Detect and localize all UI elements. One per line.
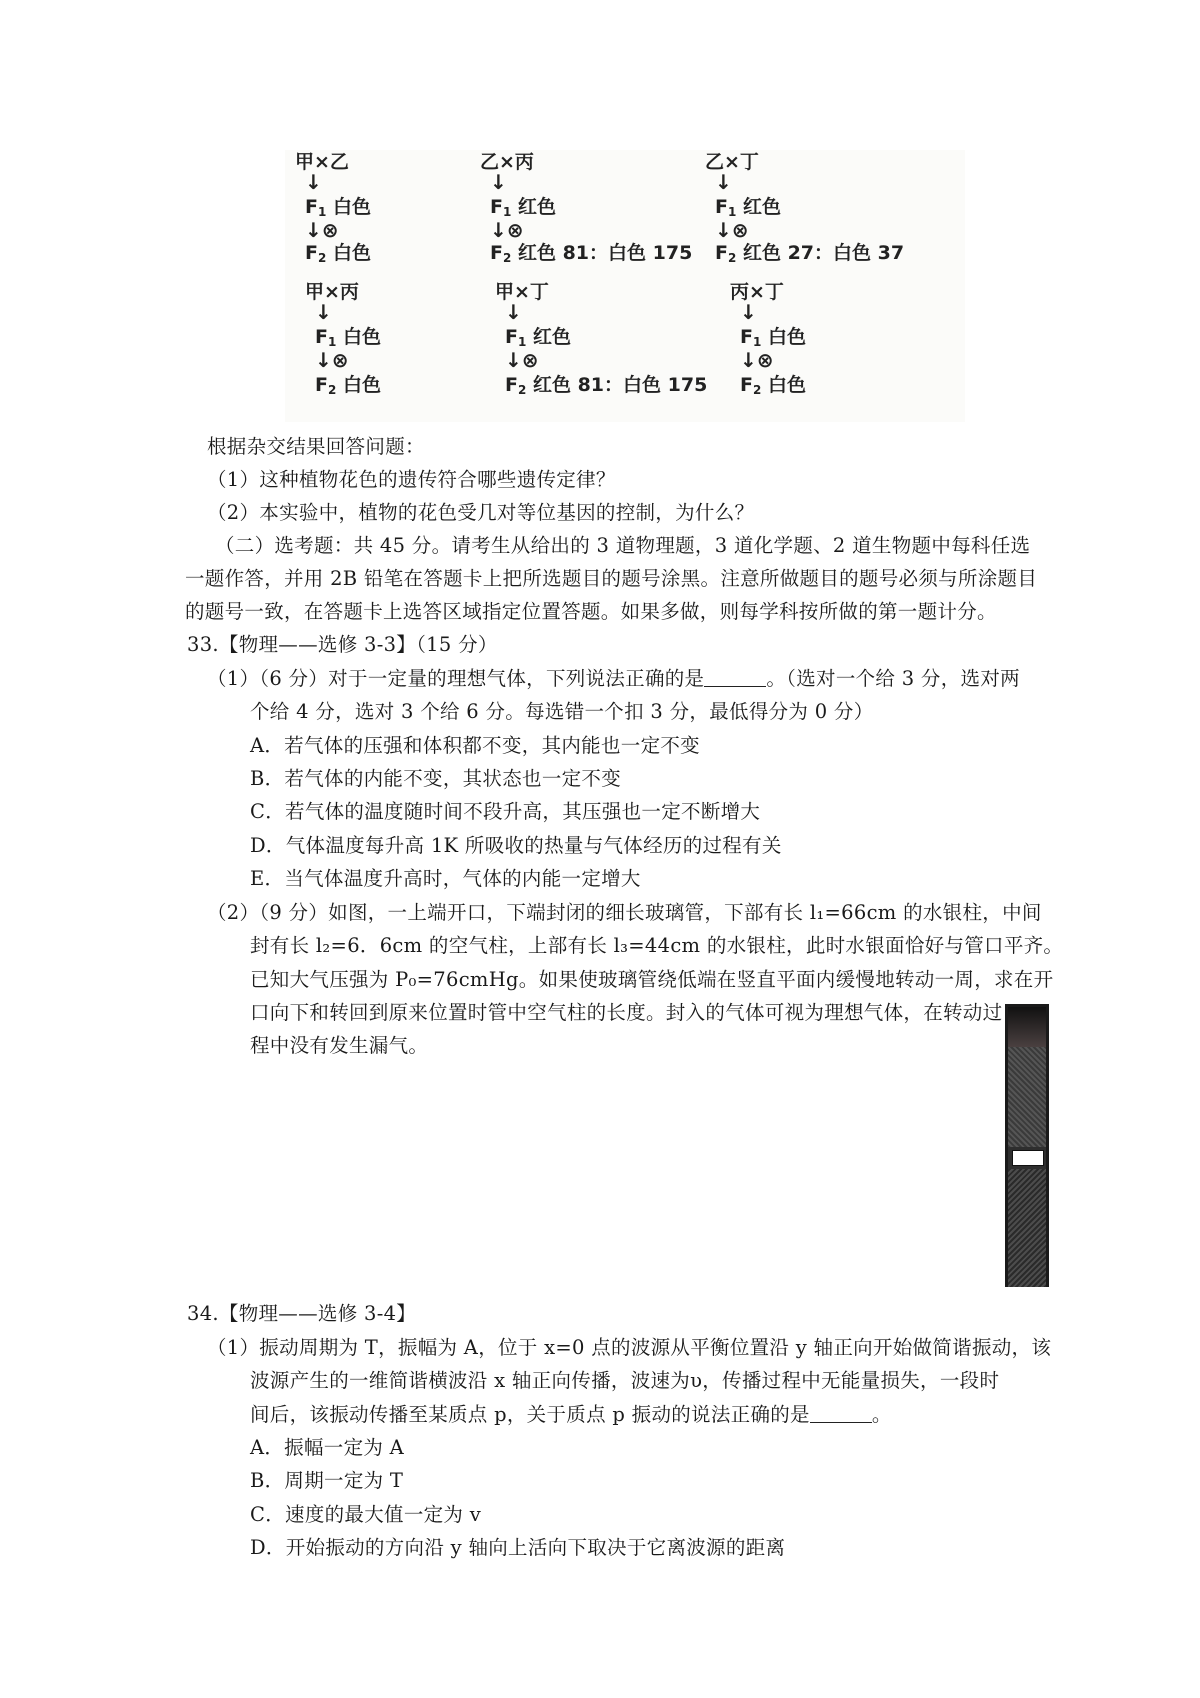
mercury-column-bottom <box>1008 1169 1046 1287</box>
f2-result: $F_2$ 白色 <box>740 374 806 397</box>
f1-result: $F_1$ 红色 <box>505 326 571 349</box>
q33-option-a: A．若气体的压强和体积都不变，其内能也一定不变 <box>250 734 700 757</box>
cross-diagram-figure <box>285 150 965 422</box>
cross-parents: 丙×丁 <box>730 281 784 303</box>
q33-part1-stem: （1）（6 分）对于一定量的理想气体，下列说法正确的是 。（选对一个给 3 分，选对两 <box>207 667 1020 690</box>
f2-result: $F_2$ 白色 <box>305 242 371 265</box>
f2-result: $F_2$ 红色 81：白色 175 <box>505 374 708 397</box>
mercury-column-top <box>1008 1047 1046 1147</box>
arrow-down-icon: ↓ <box>715 170 732 194</box>
elective-instructions-line: 一题作答，并用 2B 铅笔在答题卡上把所选题目的题号涂黑。注意所做题目的题号必须与所涂题目 <box>185 567 1038 590</box>
q34-option-d: D．开始振动的方向沿 y 轴向上活向下取决于它离波源的距离 <box>250 1536 786 1559</box>
arrow-down-icon: ↓ <box>305 170 322 194</box>
selfing-icon: ↓⊗ <box>315 348 349 372</box>
f2-result: $F_2$ 红色 27：白色 37 <box>715 242 905 265</box>
cross-parents: 甲×乙 <box>295 151 349 173</box>
arrow-down-icon: ↓ <box>740 300 757 324</box>
q34-part1-line: 波源产生的一维简谐横波沿 x 轴正向传播，波速为υ，传播过程中无能量损失，一段时 <box>250 1369 1000 1392</box>
bio-intro: 根据杂交结果回答问题： <box>207 435 425 458</box>
q34-title: 34.【物理——选修 3-4】 <box>187 1302 417 1325</box>
q34-part1-line: 间后，该振动传播至某质点 p，关于质点 p 振动的说法正确的是 。 <box>250 1403 892 1426</box>
f1-result: $F_1$ 白色 <box>740 326 806 349</box>
f2-result: $F_2$ 白色 <box>315 374 381 397</box>
cross-parents: 甲×丙 <box>305 281 359 303</box>
answer-blank <box>810 1406 872 1423</box>
f1-result: $F_1$ 红色 <box>490 196 556 219</box>
q33-part2-line: 口向下和转回到原来位置时管中空气柱的长度。封入的气体可视为理想气体，在转动过 <box>250 1001 1003 1024</box>
q33-title: 33.【物理——选修 3-3】（15 分） <box>187 633 498 656</box>
selfing-icon: ↓⊗ <box>715 218 749 242</box>
selfing-icon: ↓⊗ <box>505 348 539 372</box>
cross-parents: 甲×丁 <box>495 281 549 303</box>
f1-result: $F_1$ 红色 <box>715 196 781 219</box>
f1-result: $F_1$ 白色 <box>315 326 381 349</box>
q33-part1-scoring: 个给 4 分，选对 3 个给 6 分。每选错一个扣 3 分，最低得分为 0 分） <box>250 700 874 723</box>
bio-question-1: （1）这种植物花色的遗传符合哪些遗传定律？ <box>207 468 616 491</box>
q34-part1-line: （1）振动周期为 T，振幅为 A，位于 x=0 点的波源从平衡位置沿 y 轴正向开始做简谐振动，该 <box>207 1336 1052 1359</box>
elective-instructions-line: 的题号一致，在答题卡上选答区域指定位置答题。如果多做，则每学科按所做的第一题计分。 <box>185 600 997 623</box>
q33-option-c: C．若气体的温度随时间不段升高，其压强也一定不断增大 <box>250 800 761 823</box>
q33-part2-line: 已知大气压强为 P₀=76cmHg。如果使玻璃管绕低端在竖直平面内缓慢地转动一周，求在开 <box>250 968 1054 991</box>
arrow-down-icon: ↓ <box>315 300 332 324</box>
q33-part2-line: （2）（9 分）如图，一上端开口，下端封闭的细长玻璃管，下部有长 l₁=66cm 的水银柱，中间 <box>207 901 1042 924</box>
q34-option-c: C．速度的最大值一定为 v <box>250 1503 482 1526</box>
q33-option-d: D．气体温度每升高 1K 所吸收的热量与气体经历的过程有关 <box>250 834 782 857</box>
f2-result: $F_2$ 红色 81：白色 175 <box>490 242 693 265</box>
tube-opening <box>1008 1007 1046 1047</box>
glass-tube-figure <box>1005 1004 1049 1287</box>
q34-option-b: B．周期一定为 T <box>250 1469 404 1492</box>
bio-question-2: （2）本实验中，植物的花色受几对等位基因的控制，为什么？ <box>207 501 755 524</box>
q33-option-e: E．当气体温度升高时，气体的内能一定增大 <box>250 867 641 890</box>
selfing-icon: ↓⊗ <box>305 218 339 242</box>
arrow-down-icon: ↓ <box>505 300 522 324</box>
q34-option-a: A．振幅一定为 A <box>250 1436 405 1459</box>
air-column <box>1012 1150 1044 1166</box>
arrow-down-icon: ↓ <box>490 170 507 194</box>
answer-blank <box>704 670 766 687</box>
selfing-icon: ↓⊗ <box>740 348 774 372</box>
cross-parents: 乙×丁 <box>705 151 759 173</box>
cross-parents: 乙×丙 <box>480 151 534 173</box>
f1-result: $F_1$ 白色 <box>305 196 371 219</box>
q33-part2-line: 封有长 l₂=6．6cm 的空气柱，上部有长 l₃=44cm 的水银柱，此时水银面恰好与管口平齐。 <box>250 934 1064 957</box>
elective-instructions-line: （二）选考题：共 45 分。请考生从给出的 3 道物理题，3 道化学题、2 道生物题中每科任选 <box>215 534 1031 557</box>
q33-part2-line: 程中没有发生漏气。 <box>250 1034 429 1057</box>
selfing-icon: ↓⊗ <box>490 218 524 242</box>
q33-option-b: B．若气体的内能不变，其状态也一定不变 <box>250 767 622 790</box>
